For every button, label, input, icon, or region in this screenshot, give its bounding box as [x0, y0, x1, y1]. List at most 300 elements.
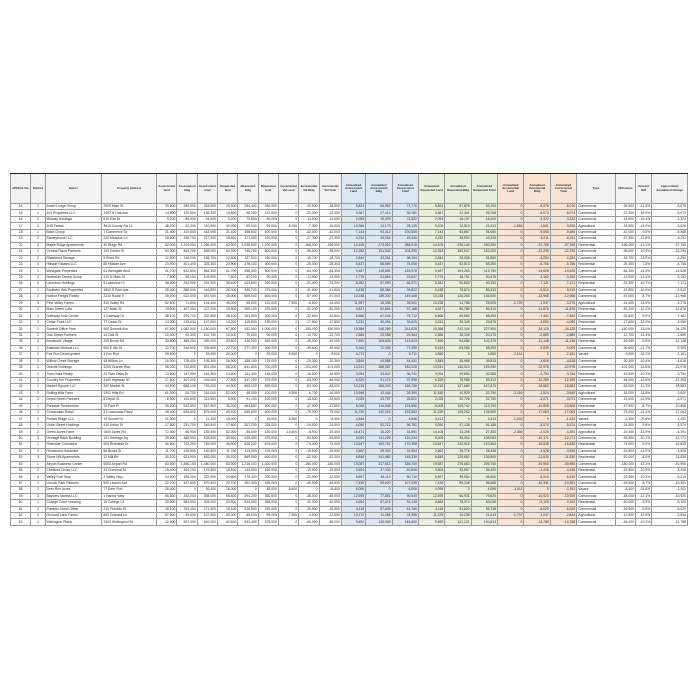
table-cell: 569,900 — [238, 455, 258, 461]
table-cell: 9,200 — [157, 216, 177, 222]
table-cell: 450,000 — [258, 339, 278, 345]
table-cell: 3,413 — [418, 416, 444, 422]
table-cell: 9,692 — [418, 519, 444, 525]
table-cell: -27,300 — [299, 236, 319, 242]
table-cell: 33,647 — [366, 371, 392, 377]
table-cell: 62,813 — [445, 261, 471, 267]
table-cell: -45,500 — [615, 480, 635, 486]
table-cell: 310 Valley Rd — [102, 300, 157, 306]
table-cell: 294,700 — [177, 313, 197, 319]
table-cell: 0 — [278, 474, 298, 480]
table-cell: 115,800 — [238, 319, 258, 325]
table-cell: 4,095 — [471, 487, 497, 493]
table-cell: -10.0% — [636, 287, 652, 293]
table-cell: -10.3% — [636, 474, 652, 480]
table-cell: 40 — [11, 371, 31, 377]
table-cell: -10,920 — [524, 493, 550, 499]
table-cell: 66,900 — [177, 429, 197, 435]
table-cell: 2,025 — [341, 397, 365, 403]
table-cell: 515 Elm St — [102, 216, 157, 222]
table-cell: 36,400 — [218, 281, 238, 287]
table-cell: 9,100 — [418, 223, 444, 229]
table-cell: Commercial — [577, 397, 616, 403]
table-cell: 3 — [31, 455, 45, 461]
table-cell: 6,325 — [341, 377, 365, 383]
table-cell: -42,000 — [615, 229, 635, 235]
table-cell: 107,500 — [197, 513, 217, 519]
table-cell: -15,500 — [319, 223, 341, 229]
table-cell: -13.1% — [636, 242, 652, 248]
table-cell: 39,600 — [218, 435, 238, 441]
table-cell: 425,000 — [258, 480, 278, 486]
table-cell: 121,121 — [445, 519, 471, 525]
table-cell: 368,600 — [238, 229, 258, 235]
table-cell: 10,400 — [157, 332, 177, 338]
table-cell: 49 — [11, 429, 31, 435]
table-cell: -40,950 — [652, 461, 688, 467]
table-cell: 0 — [498, 313, 524, 319]
table-cell: 16,107 — [445, 216, 471, 222]
table-cell: 8,668 — [341, 313, 365, 319]
table-cell: 29,894 — [445, 371, 471, 377]
table-cell: 528,500 — [197, 435, 217, 441]
table-cell: 82,200 — [238, 274, 258, 280]
table-cell: 71,776 — [392, 204, 418, 210]
table-cell: 126,263 — [445, 294, 471, 300]
table-cell: -12.2% — [636, 461, 652, 467]
table-cell: -48,000 — [615, 493, 635, 499]
table-cell: 68,569 — [366, 261, 392, 267]
table-cell: -20,300 — [299, 358, 319, 364]
table-cell: -17,800 — [299, 319, 319, 325]
table-cell: 0 — [498, 204, 524, 210]
table-cell: 0 — [177, 487, 197, 493]
table-cell: -9,009 — [524, 345, 550, 351]
table-cell: 14,800 — [157, 210, 177, 216]
table-cell: 3,231 — [418, 319, 444, 325]
table-cell: -64,300 — [615, 268, 635, 274]
table-cell: 22 Twin Oaks Dr — [102, 371, 157, 377]
table-cell: 7,800 — [218, 274, 238, 280]
table-cell: 271,500 — [197, 506, 217, 512]
table-cell: 0 — [498, 461, 524, 467]
table-cell: 475,000 — [258, 435, 278, 441]
table-cell: 2 — [31, 410, 45, 416]
table-cell: 675,000 — [197, 410, 217, 416]
table-cell: -14,628 — [524, 268, 550, 274]
table-cell: 3300 Wellington Rd — [102, 519, 157, 525]
table-cell: 10,647 — [418, 442, 444, 448]
table-cell: -9.9% — [636, 313, 652, 319]
table-cell: 1 Gateway Dr — [102, 313, 157, 319]
table-cell: 55,738 — [471, 506, 497, 512]
table-cell: -101,000 — [319, 364, 341, 370]
table-cell: 0 — [498, 261, 524, 267]
table-cell: -16,500 — [615, 371, 635, 377]
table-cell: 4,527 — [341, 307, 365, 313]
table-cell: 39,600 — [157, 435, 177, 441]
table-cell: 7,144 — [341, 229, 365, 235]
table-cell: 6,006 — [392, 487, 418, 493]
table-cell: -75,000 — [299, 410, 319, 416]
table-cell: -9,500 — [319, 352, 341, 358]
table-cell: 45,500 — [471, 474, 497, 480]
table-cell: Commercial — [577, 255, 616, 261]
table-cell: -54,000 — [299, 377, 319, 383]
table-cell: -10,806 — [652, 403, 688, 409]
table-cell: -40,000 — [319, 500, 341, 506]
table-cell: 207,200 — [238, 422, 258, 428]
table-cell: 135,300 — [197, 210, 217, 216]
table-cell: 200,000 — [258, 474, 278, 480]
table-cell: 161,500 — [197, 371, 217, 377]
table-cell: 339,600 — [197, 345, 217, 351]
table-cell: -18,883 — [524, 384, 550, 390]
table-cell: 0 — [278, 255, 298, 261]
table-cell: -3,640 — [652, 390, 688, 396]
table-cell: 1 — [31, 519, 45, 525]
table-cell: 85,313 — [471, 287, 497, 293]
table-cell: 932,500 — [238, 326, 258, 332]
table-cell: 14,788 — [445, 300, 471, 306]
table-cell: 0 — [177, 416, 197, 422]
table-cell: 0 — [498, 448, 524, 454]
table-cell: 21,300 — [197, 416, 217, 422]
table-cell: 0 — [278, 519, 298, 525]
table-cell: -9,500 — [278, 352, 298, 358]
table-cell: 24,600 — [157, 474, 177, 480]
table-cell: 140,000 — [258, 255, 278, 261]
table-cell: Residential — [577, 242, 616, 248]
table-cell: -18,700 — [615, 255, 635, 261]
table-cell: 8,900 — [218, 397, 238, 403]
table-cell: 25,600 — [218, 204, 238, 210]
table-cell: 600 E 5th St — [102, 345, 157, 351]
table-cell: 437,800 — [177, 480, 197, 486]
table-cell: -54,000 — [615, 377, 635, 383]
table-cell: 435,400 — [238, 435, 258, 441]
table-cell: 29,500 — [157, 352, 177, 358]
table-cell: -35,500 — [319, 204, 341, 210]
table-cell: 95,000 — [258, 513, 278, 519]
table-cell: 0 — [278, 480, 298, 486]
table-cell: 48,200 — [157, 223, 177, 229]
table-cell: -31,300 — [319, 281, 341, 287]
table-cell: 14,200 — [157, 319, 177, 325]
table-cell: 4,664 — [341, 500, 365, 506]
table-cell: Riverbend Storage — [45, 255, 102, 261]
table-cell: 19,900 — [157, 307, 177, 313]
table-cell: -11,148 — [524, 339, 550, 345]
table-cell: Granite Holdings — [45, 364, 102, 370]
table-cell: 25,025 — [471, 300, 497, 306]
table-cell: 131,400 — [238, 371, 258, 377]
table-cell: Commercial — [577, 204, 616, 210]
table-cell: 44,900 — [157, 384, 177, 390]
table-cell: -13,900 — [319, 274, 341, 280]
table-cell: -22,978 — [652, 364, 688, 370]
table-cell: 13,600 — [218, 371, 238, 377]
table-cell: 15,400 — [218, 467, 238, 473]
table-cell: 22,750 — [471, 397, 497, 403]
table-cell: 0 — [366, 416, 392, 422]
table-cell: 58,200 — [218, 364, 238, 370]
table-cell: 0 — [278, 319, 298, 325]
table-cell: 30,394 — [366, 319, 392, 325]
table-cell: 20,500 — [218, 500, 238, 506]
table-cell: 124,556 — [392, 403, 418, 409]
table-cell: 6,711 — [341, 352, 365, 358]
table-cell: 0 — [498, 255, 524, 261]
table-cell: 0 — [498, 442, 524, 448]
table-cell: -16,835 — [550, 442, 576, 448]
table-cell: Commercial — [577, 294, 616, 300]
table-cell: -8,200 — [278, 223, 298, 229]
table-cell: 8,668 — [418, 313, 444, 319]
table-cell: 46 — [11, 410, 31, 416]
table-cell: 0 — [278, 493, 298, 499]
table-cell: 28,301 — [392, 300, 418, 306]
table-cell: Commercial — [577, 435, 616, 441]
table-cell: 273,910 — [366, 242, 392, 248]
table-cell: 0 — [238, 416, 258, 422]
table-cell: 3,367 — [418, 210, 444, 216]
table-cell: 7,690 — [341, 339, 365, 345]
table-cell: 89,248 — [445, 480, 471, 486]
table-cell: 45,000 — [218, 294, 238, 300]
table-cell: 0 — [278, 345, 298, 351]
table-cell: 2 — [31, 255, 45, 261]
table-cell: -98,000 — [615, 249, 635, 255]
table-cell: 0 — [498, 307, 524, 313]
table-cell: -22,300 — [319, 210, 341, 216]
table-cell: 11,239 — [418, 410, 444, 416]
table-cell: 97,598 — [392, 377, 418, 383]
table-cell: 5,597 — [341, 474, 365, 480]
table-cell: Baird Group — [45, 229, 102, 235]
table-cell: 0 — [278, 500, 298, 506]
table-cell: 3,845 — [418, 358, 444, 364]
table-cell: 51 — [11, 442, 31, 448]
table-cell: Lakeview Holdings — [45, 281, 102, 287]
table-cell: 18,100 — [157, 506, 177, 512]
table-cell: 800,000 — [258, 249, 278, 255]
table-cell: Commercial — [577, 474, 616, 480]
table-cell: 46,800 — [157, 442, 177, 448]
table-cell: 212,144 — [445, 326, 471, 332]
table-cell: 0 — [498, 210, 524, 216]
table-cell: -17,800 — [615, 319, 635, 325]
table-cell: 101 Properties LLC — [45, 210, 102, 216]
column-header: Annualized Requested Total — [471, 174, 497, 204]
table-cell: 18,200 — [471, 216, 497, 222]
table-cell: 9,692 — [341, 519, 365, 525]
table-cell: 20,475 — [471, 332, 497, 338]
table-cell: -3,162 — [550, 274, 576, 280]
table-cell: Residential — [577, 467, 616, 473]
table-cell: 14,173 — [366, 223, 392, 229]
table-cell: 44 — [11, 397, 31, 403]
table-cell: -2,161 — [550, 352, 576, 358]
table-cell: 30,781 — [392, 210, 418, 216]
table-cell: -13.8% — [636, 390, 652, 396]
table-cell: 36,741 — [392, 371, 418, 377]
table-cell: -7,121 — [652, 281, 688, 287]
column-header: Assessment total — [197, 174, 217, 204]
table-cell: -40,950 — [524, 461, 550, 467]
table-cell: 0 — [498, 216, 524, 222]
table-cell: 12,353 — [418, 249, 444, 255]
table-cell: 90,000 — [258, 274, 278, 280]
table-cell: 47 — [11, 416, 31, 422]
table-cell: 0 — [366, 487, 392, 493]
table-cell: Commercial — [577, 345, 616, 351]
table-cell: 2 — [31, 332, 45, 338]
table-cell: 175,000 — [258, 358, 278, 364]
table-cell: Stone Mill Apartments — [45, 455, 102, 461]
table-cell: -3,071 — [652, 397, 688, 403]
table-cell: 42 — [11, 384, 31, 390]
table-cell: 24 — [11, 268, 31, 274]
table-cell: 9,487 — [418, 268, 444, 274]
table-cell: -24,500 — [319, 422, 341, 428]
table-cell: 19 — [11, 236, 31, 242]
table-cell: -9,510 — [550, 287, 576, 293]
table-cell: 0 — [445, 352, 471, 358]
table-cell: Commercial — [577, 268, 616, 274]
table-cell: -10,806 — [524, 403, 550, 409]
table-cell: 37 — [11, 352, 31, 358]
table-cell: Vacant — [577, 416, 616, 422]
table-cell: 3 — [31, 377, 45, 383]
table-cell: 146,010 — [445, 364, 471, 370]
table-cell: -3,322 — [524, 216, 550, 222]
table-cell: 0 — [278, 229, 298, 235]
table-cell: 0 — [299, 416, 319, 422]
table-cell: 2,093 — [341, 216, 365, 222]
column-header: Owner — [45, 174, 102, 204]
table-cell: -12,171 — [652, 435, 688, 441]
table-cell: 31,850 — [471, 255, 497, 261]
table-cell: 54,300 — [218, 249, 238, 255]
table-cell: 14,105 — [418, 429, 444, 435]
table-cell: 277,300 — [238, 345, 258, 351]
table-cell: 488,900 — [177, 435, 197, 441]
table-cell: -1,433 — [652, 416, 688, 422]
table-cell: 40,586 — [366, 358, 392, 364]
table-cell: -16,000 — [319, 390, 341, 396]
table-cell: 18,600 — [157, 236, 177, 242]
table-cell: 0 — [498, 326, 524, 332]
table-cell: 15,220 — [366, 429, 392, 435]
column-header: Percent Diff — [636, 174, 652, 204]
table-cell: -4,254 — [652, 255, 688, 261]
table-cell: Twin Oaks Realty — [45, 371, 102, 377]
table-cell: 49,400 — [218, 410, 238, 416]
table-cell: 20,725 — [445, 397, 471, 403]
table-cell: 316,900 — [177, 345, 197, 351]
table-cell: -5,210 — [652, 474, 688, 480]
table-cell: 1 — [31, 307, 45, 313]
table-cell: 17,800 — [157, 422, 177, 428]
table-cell: 0 — [278, 281, 298, 287]
table-cell: -14,400 — [615, 300, 635, 306]
table-cell: 18,000 — [218, 487, 238, 493]
table-cell: 178,400 — [177, 358, 197, 364]
table-cell: 3,504 — [418, 467, 444, 473]
table-cell: 11,239 — [341, 410, 365, 416]
table-cell: 1 — [31, 268, 45, 274]
table-cell: 91,100 — [238, 397, 258, 403]
table-cell: Central Plaza Partners — [45, 249, 102, 255]
table-cell: -22,978 — [550, 364, 576, 370]
table-cell: 47,138 — [445, 422, 471, 428]
table-cell: -3,754 — [524, 371, 550, 377]
column-header: Assessment land — [157, 174, 177, 204]
table-cell: 12,444 — [366, 390, 392, 396]
table-cell: -1,797 — [498, 513, 524, 519]
table-cell: -34,125 — [652, 326, 688, 332]
table-cell: -10,351 — [652, 480, 688, 486]
table-cell: 10,920 — [445, 390, 471, 396]
table-cell: 39,904 — [445, 474, 471, 480]
table-cell: Harbor Freight Realty — [45, 294, 102, 300]
table-cell: Southern Bell Properties — [45, 287, 102, 293]
table-cell: 41,700 — [218, 268, 238, 274]
table-cell: -150,000 — [299, 326, 319, 332]
table-cell: -64,300 — [319, 268, 341, 274]
table-cell: 1,000,000 — [258, 326, 278, 332]
table-cell: -8,400 — [319, 487, 341, 493]
table-cell: 33,625 — [392, 319, 418, 325]
table-cell: 40 Ridge Rd — [102, 242, 157, 248]
table-cell: 597,400 — [177, 519, 197, 525]
table-cell: 111,225 — [366, 435, 392, 441]
table-cell: -180,000 — [615, 461, 635, 467]
table-cell: 18,109 — [445, 332, 471, 338]
table-cell: 32,988 — [471, 371, 497, 377]
table-cell: 2 — [31, 467, 45, 473]
table-cell: -31,300 — [615, 281, 635, 287]
table-cell: 198,300 — [177, 474, 197, 480]
table-cell: 94,600 — [197, 216, 217, 222]
table-cell: Wellington Plaza — [45, 519, 102, 525]
table-cell: 95,000 — [258, 223, 278, 229]
column-header: Annualized Requested Land — [418, 174, 444, 204]
table-cell: 0 — [524, 416, 550, 422]
table-cell: -16,500 — [319, 371, 341, 377]
table-cell: 801,000 — [197, 364, 217, 370]
table-cell: -17,063 — [550, 410, 576, 416]
table-cell: 96,100 — [177, 274, 197, 280]
table-cell: 0 — [278, 410, 298, 416]
table-cell: -10.1% — [636, 435, 652, 441]
table-cell: -1,524 — [524, 390, 550, 396]
table-cell: 2,662 — [341, 448, 365, 454]
column-header: Annualized Assessment Total — [392, 174, 418, 204]
table-cell: 25,776 — [445, 448, 471, 454]
table-cell: 74,006 — [392, 261, 418, 267]
table-cell: 3 — [31, 474, 45, 480]
table-cell: 83,900 — [218, 461, 238, 467]
table-cell: 175,400 — [238, 474, 258, 480]
table-cell: Fox Run Development — [45, 352, 102, 358]
table-cell: 36,400 — [471, 467, 497, 473]
table-cell: -150,000 — [319, 326, 341, 332]
table-cell: 0 — [299, 352, 319, 358]
table-cell: -9,510 — [524, 287, 550, 293]
table-cell: 2,366 — [418, 332, 444, 338]
